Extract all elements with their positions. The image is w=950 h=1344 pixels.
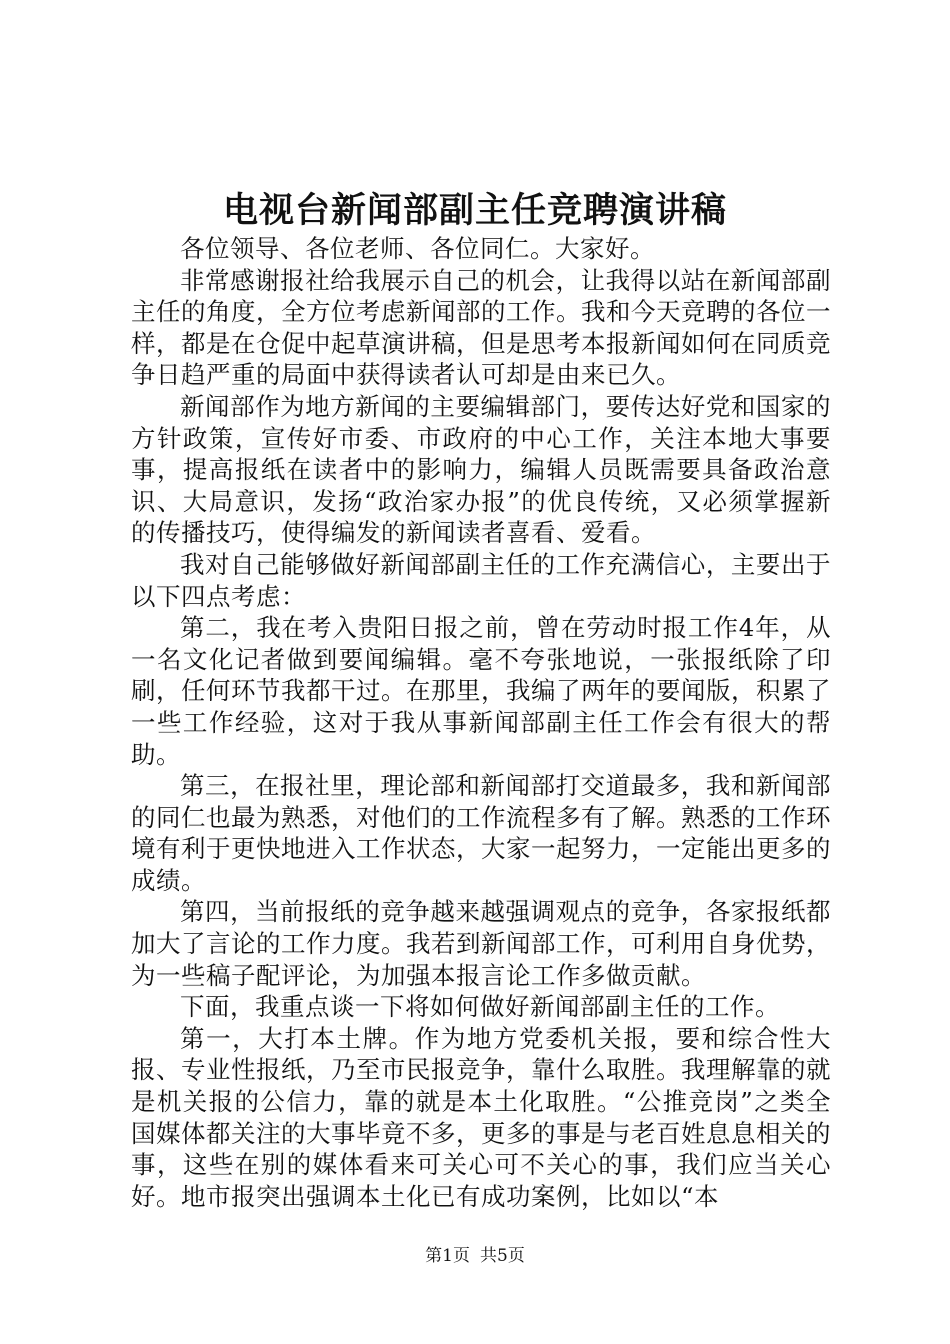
paragraph: 下面，我重点谈一下将如何做好新闻部副主任的工作。 xyxy=(180,992,780,1022)
paragraph: 各位领导、各位老师、各位同仁。大家好。 xyxy=(180,234,655,263)
paragraph: 我对自己能够做好新闻部副主任的工作充满信心，主要出于以下四点考虑： xyxy=(131,549,831,611)
paragraph: 新闻部作为地方新闻的主要编辑部门，要传达好党和国家的方针政策，宣传好市委、市政府的中心工作，关注本地大事要事，提高报纸在读者中的影响力，编辑人员既需要具备政治意识、大局意识，发扬“政治家办报”的优良传统，又必须掌握新的传播技巧，使得编发的新闻读者喜看、爱看。 xyxy=(131,391,831,548)
page-total: 共5页 xyxy=(480,1246,525,1266)
paragraph: 非常感谢报社给我展示自己的机会，让我得以站在新闻部副主任的角度，全方位考虑新闻部的工作。我和今天竞聘的各位一样，都是在仓促中起草演讲稿，但是思考本报新闻如何在同质竞争日趋严重的局面中获得读者认可却是由来已久。 xyxy=(131,265,831,390)
document-title: 电视台新闻部副主任竞聘演讲稿 xyxy=(222,190,727,231)
page-number: 第1页 xyxy=(425,1246,470,1266)
paragraph: 第四，当前报纸的竞争越来越强调观点的竞争，各家报纸都加大了言论的工作力度。我若到新闻部工作，可利用自身优势，为一些稿子配评论，为加强本报言论工作多做贡献。 xyxy=(131,897,831,990)
paragraph: 第一，大打本土牌。作为地方党委机关报，要和综合性大报、专业性报纸，乃至市民报竞争，靠什么取胜。我理解靠的就是机关报的公信力，靠的就是本土化取胜。“公推竞岗”之类全国媒体都关注的大事毕竟不多，更多的事是与老百姓息息相关的事，这些在别的媒体看来可关心可不关心的事，我们应当关心好。地市报突出强调本土化已有成功案例，比如以“本 xyxy=(131,1023,831,1211)
page-footer xyxy=(0,1244,950,1268)
paragraph: 第三，在报社里，理论部和新闻部打交道最多，我和新闻部的同仁也最为熟悉，对他们的工作流程多有了解。熟悉的工作环境有利于更快地进入工作状态，大家一起努力，一定能出更多的成绩。 xyxy=(131,771,831,895)
document-body xyxy=(131,233,831,1212)
paragraph: 第二，我在考入贵阳日报之前，曾在劳动时报工作4年，从一名文化记者做到要闻编辑。毫不夸张地说，一张报纸除了印刷，任何环节我都干过。在那里，我编了两年的要闻版，积累了一些工作经验，这对于我从事新闻部副主任工作会有很大的帮助。 xyxy=(131,613,831,769)
